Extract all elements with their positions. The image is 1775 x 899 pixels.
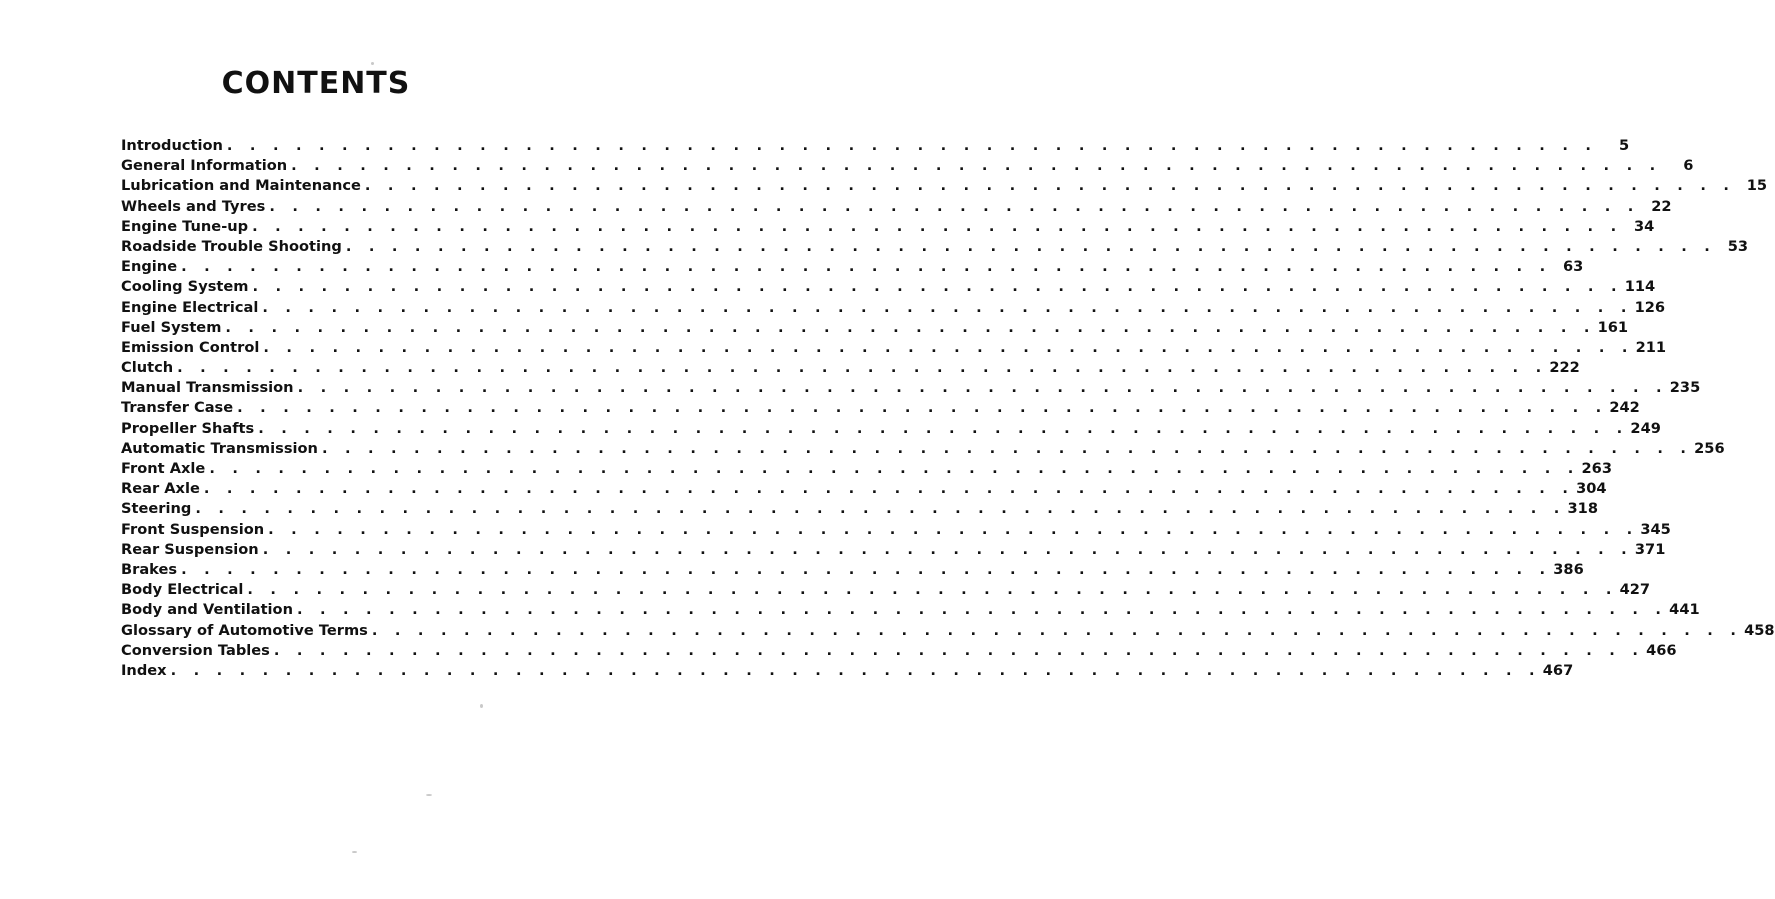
toc-dot-leader: . . . . . . . . . . . . . . . . . . . . . . . . . . . . . . . . . . . . . . . . . . . . . . . . . . . . . . . . . . . . [262,540,1633,558]
toc-entry-label: General Information [121,157,288,175]
toc-entry [121,156,1694,176]
toc-dot-leader: . . . . . . . . . . . . . . . . . . . . . . . . . . . . . . . . . . . . . . . . . . . . . . . . . . . . . . . . . . . . [252,217,1623,235]
scan-speck [371,62,374,65]
toc-entry [121,217,1655,237]
toc-dot-leader: . . . . . . . . . . . . . . . . . . . . . . . . . . . . . . . . . . . . . . . . . . . . . . . . . . . . . . . . . . . . [263,338,1634,356]
table-of-contents [121,136,1775,681]
toc-entry-page-number: 242 [1609,399,1640,417]
toc-entry-page-number: 114 [1624,278,1656,296]
scan-speck [352,851,357,853]
toc-entry-label: Wheels and Tyres [121,197,266,215]
toc-entry [121,257,1584,277]
toc-dot-leader: . . . . . . . . . . . . . . . . . . . . . . . . . . . . . . . . . . . . . . . . . . . . . . . . . . . . . . . . . . . . [364,177,1736,195]
toc-entry [121,580,1651,600]
toc-dot-leader: . . . . . . . . . . . . . . . . . . . . . . . . . . . . . . . . . . . . . . . . . . . . . . . . . . . . . . . . . . . . [181,258,1552,276]
toc-entry-label: Glossary of Automotive Terms [121,621,368,639]
toc-dot-leader: . . . . . . . . . . . . . . . . . . . . . . . . . . . . . . . . . . . . . . . . . . . . . . . . . . . . . . . . . . . . [273,641,1645,659]
toc-entry-label: Engine [121,258,178,276]
toc-entry-page-number: 249 [1630,419,1661,437]
toc-dot-leader: . . . . . . . . . . . . . . . . . . . . . . . . . . . . . . . . . . . . . . . . . . . . . . . . . . . . . . . . . . . . [177,359,1548,377]
toc-dot-leader: . . . . . . . . . . . . . . . . . . . . . . . . . . . . . . . . . . . . . . . . . . . . . . . . . . . . . . . . . . . . [247,581,1618,599]
toc-entry-label: Introduction [121,137,223,154]
toc-dot-leader: . . . . . . . . . . . . . . . . . . . . . . . . . . . . . . . . . . . . . . . . . . . . . . . . . . . . . . . . . . . . [345,237,1717,255]
toc-entry [121,338,1667,358]
toc-entry [121,600,1700,620]
toc-entry-label: Index [121,661,167,679]
toc-entry [121,641,1677,661]
toc-entry-page-number: 161 [1597,318,1629,336]
toc-entry-label: Front Suspension [121,520,265,538]
toc-entry [121,621,1775,641]
toc-dot-leader: . . . . . . . . . . . . . . . . . . . . . . . . . . . . . . . . . . . . . . . . . . . . . . . . . . . . . . . . . . . . [225,318,1596,336]
toc-entry [121,197,1672,217]
toc-entry [121,419,1661,439]
toc-dot-leader: . . . . . . . . . . . . . . . . . . . . . . . . . . . . . . . . . . . . . . . . . . . . . . . . . . . . . . . . . . . . [203,480,1575,498]
toc-entry-label: Manual Transmission [121,379,294,397]
toc-entry-label: Body and Ventilation [121,601,293,619]
toc-dot-leader: . . . . . . . . . . . . . . . . . . . . . . . . . . . . . . . . . . . . . . . . . . . . . . . . . . . . . . . . . . . . [296,601,1668,619]
toc-entry-page-number: 34 [1634,217,1655,235]
toc-entry [121,398,1640,418]
toc-dot-leader: . . . . . . . . . . . . . . . . . . . . . . . . . . . . . . . . . . . . . . . . . . . . . . . . . . . . . . . . . . . . [181,560,1552,578]
toc-dot-leader: . . . . . . . . . . . . . . . . . . . . . . . . . . . . . . . . . . . . . . . . . . . . . . . . . . . . . . . . . . . . [209,460,1580,477]
toc-entry [121,661,1574,681]
toc-entry [121,318,1629,338]
toc-entry-label: Engine Electrical [121,298,259,316]
toc-entry [121,358,1580,378]
toc-entry [121,540,1666,560]
toc-entry-page-number: 466 [1646,641,1677,659]
toc-entry-label: Lubrication and Maintenance [121,177,361,195]
toc-entry-page-number: 63 [1563,258,1584,276]
toc-entry-page-number: 304 [1576,480,1607,498]
toc-entry-label: Rear Suspension [121,540,259,558]
toc-entry-label: Conversion Tables [121,641,270,659]
toc-entry-page-number: 256 [1694,439,1725,457]
toc-entry-page-number: 15 [1746,177,1768,195]
scan-speck [426,794,432,796]
toc-entry-label: Automatic Transmission [121,439,318,457]
toc-entry-page-number: 22 [1651,197,1672,215]
toc-entry-page-number: 126 [1634,298,1666,316]
toc-entry-label: Cooling System [121,278,249,296]
page-title: CONTENTS [221,66,411,101]
toc-entry-page-number: 345 [1640,520,1671,538]
toc-entry [121,378,1701,398]
toc-dot-leader: . . . . . . . . . . . . . . . . . . . . . . . . . . . . . . . . . . . . . . . . . . . . . . . . . . . . . . . . . . . . [291,157,1662,175]
toc-entry [121,459,1612,479]
toc-entry [121,136,1630,156]
toc-entry-label: Propeller Shafts [121,419,255,437]
toc-entry [121,479,1607,499]
toc-dot-leader: . . . . . . . . . . . . . . . . . . . . . . . . . . . . . . . . . . . . . . . . . . . . . . . . . . . . . . . . . . . . [195,500,1566,518]
toc-entry [121,176,1768,196]
toc-dot-leader: . . . . . . . . . . . . . . . . . . . . . . . . . . . . . . . . . . . . . . . . . . . . . . . . . . . . . . . . . . . . [297,379,1668,397]
toc-dot-leader: . . . . . . . . . . . . . . . . . . . . . . . . . . . . . . . . . . . . . . . . . . . . . . . . . . . . . . . . . . . . [258,419,1629,437]
toc-entry-page-number: 427 [1619,581,1651,599]
toc-entry-label: Transfer Case [121,399,234,417]
toc-dot-leader: . . . . . . . . . . . . . . . . . . . . . . . . . . . . . . . . . . . . . . . . . . . . . . . . . . . . . . . . . . . . [237,399,1608,417]
toc-entry-page-number: 441 [1669,601,1700,619]
toc-entry [121,298,1666,318]
toc-entry-label: Steering [121,500,192,518]
toc-entry-page-number: 6 [1683,157,1694,175]
toc-entry-label: Emission Control [121,338,260,356]
toc-dot-leader: . . . . . . . . . . . . . . . . . . . . . . . . . . . . . . . . . . . . . . . . . . . . . . . . . . . . . . . . . . . . [252,278,1623,296]
toc-entry-label: Front Axle [121,460,206,477]
toc-entry-label: Clutch [121,359,174,377]
toc-entry [121,439,1725,459]
toc-entry-label: Roadside Trouble Shooting [121,237,342,255]
toc-entry-label: Fuel System [121,318,222,336]
toc-entry-label: Rear Axle [121,480,200,498]
toc-entry-page-number: 222 [1549,359,1580,377]
toc-dot-leader: . . . . . . . . . . . . . . . . . . . . . . . . . . . . . . . . . . . . . . . . . . . . . . . . . . . . . . . . . . . . [269,197,1640,215]
toc-entry-page-number: 318 [1567,500,1598,518]
toc-dot-leader: . . . . . . . . . . . . . . . . . . . . . . . . . . . . . . . . . . . . . . . . . . . . . . . . . . . . . . . . . . . . [170,661,1541,679]
toc-entry-page-number: 53 [1727,237,1749,255]
toc-entry-label: Engine Tune-up [121,217,249,235]
toc-entry-page-number: 371 [1634,540,1666,558]
toc-dot-leader: . . . . . . . . . . . . . . . . . . . . . . . . . . . . . . . . . . . . . . . . . . . . . . . . . . . . . . . . . . . . [371,621,1743,639]
toc-dot-leader: . . . . . . . . . . . . . . . . . . . . . . . . . . . . . . . . . . . . . . . . . . . . . . . . . . . . . . . . . . . . [321,439,1693,457]
toc-entry [121,499,1598,519]
toc-entry-page-number: 386 [1553,560,1584,578]
toc-entry-label: Brakes [121,560,178,578]
toc-entry-page-number: 263 [1581,460,1612,477]
toc-entry [121,560,1584,580]
toc-entry-label: Body Electrical [121,581,244,599]
toc-entry [121,520,1671,540]
toc-entry-page-number: 458 [1744,621,1775,639]
scan-speck [480,704,483,708]
toc-entry [121,237,1749,257]
toc-entry [121,277,1656,297]
toc-dot-leader: . . . . . . . . . . . . . . . . . . . . . . . . . . . . . . . . . . . . . . . . . . . . . . . . . . . . . . . . . . . . [262,298,1633,316]
toc-entry-page-number: 5 [1618,137,1630,154]
toc-entry-page-number: 467 [1542,661,1574,679]
toc-dot-leader: . . . . . . . . . . . . . . . . . . . . . . . . . . . . . . . . . . . . . . . . . . . . . . . . . . . . . . . . . . . . [268,520,1639,538]
toc-dot-leader: . . . . . . . . . . . . . . . . . . . . . . . . . . . . . . . . . . . . . . . . . . . . . . . . . . . . . . . . . . . . [226,137,1598,154]
toc-entry-page-number: 235 [1669,379,1701,397]
toc-entry-page-number: 211 [1635,338,1667,356]
